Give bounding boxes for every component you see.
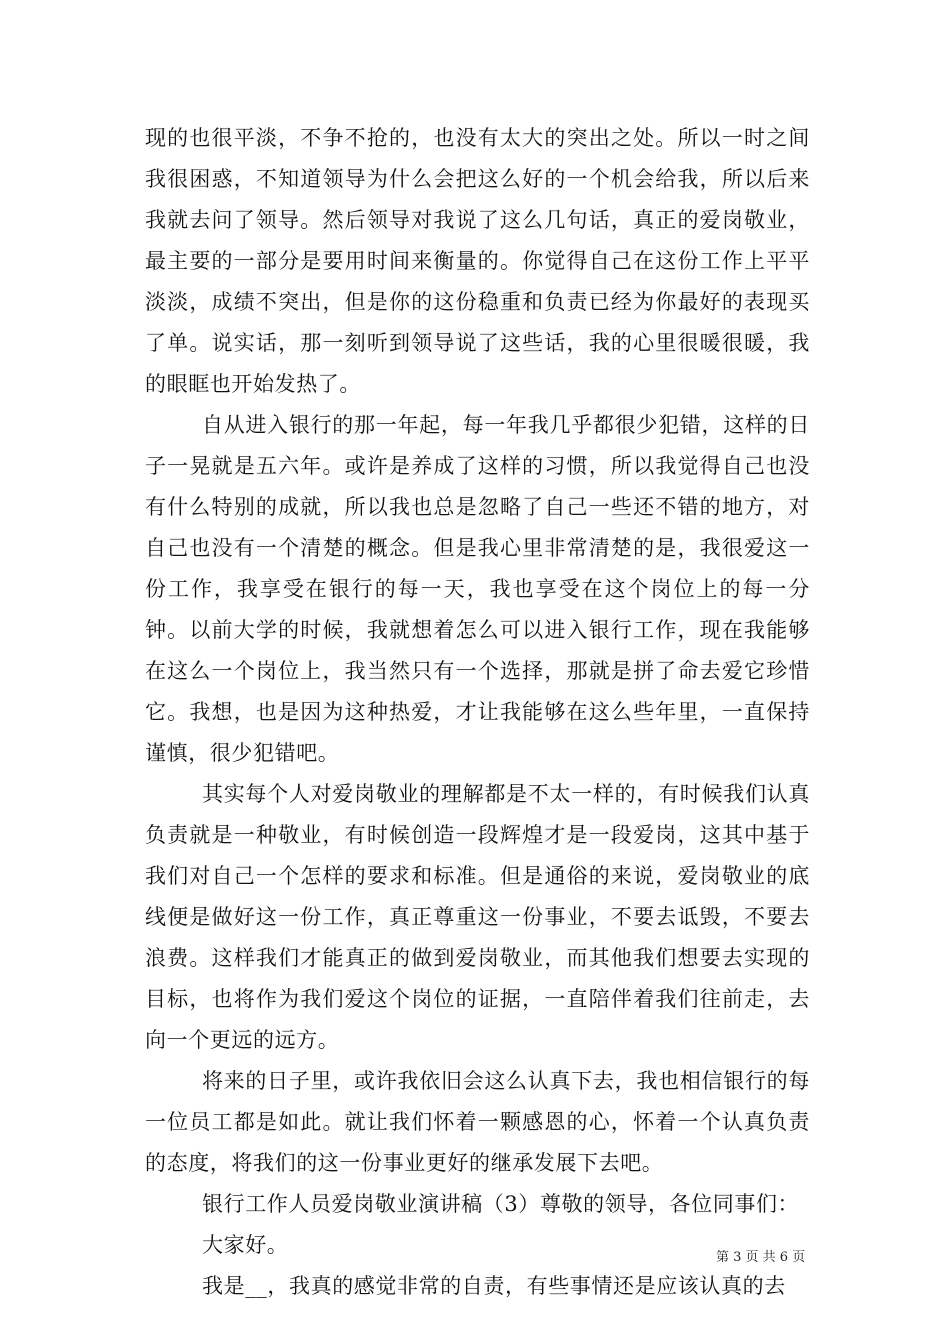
paragraph: 将来的日子里，或许我依旧会这么认真下去，我也相信银行的每一位员工都是如此。就让我们怀着一颗感恩的心，怀着一个认真负责的态度，将我们的这一份事业更好的继承发展下去吧。 [145,1069,810,1175]
document-body [145,118,810,1307]
paragraph: 其实每个人对爱岗敬业的理解都是不太一样的，有时候我们认真负责就是一种敬业，有时候创造一段辉煌才是一段爱岗，这其中基于我们对自己一个怎样的要求和标准。但是通俗的来说，爱岗敬业的底线便是做好这一份工作，真正尊重这一份事业，不要去诋毁，不要去浪费。这样我们才能真正的做到爱岗敬业，而其他我们想要去实现的目标，也将作为我们爱这个岗位的证据，一直陪伴着我们往前走，去向一个更远的远方。 [145,782,810,1052]
paragraph: 自从进入银行的那一年起，每一年我几乎都很少犯错，这样的日子一晃就是五六年。或许是养成了这样的习惯，所以我觉得自己也没有什么特别的成就，所以我也总是忽略了自己一些还不错的地方，对自己也没有一个清楚的概念。但是我心里非常清楚的是，我很爱这一份工作，我享受在银行的每一天，我也享受在这个岗位上的每一分钟。以前大学的时候，我就想着怎么可以进入银行工作，现在我能够在这么一个岗位上，我当然只有一个选择，那就是拼了命去爱它珍惜它。我想，也是因为这种热爱，才让我能够在这么些年里，一直保持谨慎，很少犯错吧。 [145,413,810,765]
paragraph-continuation: 现的也很平淡，不争不抢的，也没有太大的突出之处。所以一时之间我很困惑，不知道领导为什么会把这么好的一个机会给我，所以后来我就去问了领导。然后领导对我说了这么几句话，真正的爱岗敬业，最主要的一部分是要用时间来衡量的。你觉得自己在这份工作上平平淡淡，成绩不突出，但是你的这份稳重和负责已经为你最好的表现买了单。说实话，那一刻听到领导说了这些话，我的心里很暖很暖，我的眼眶也开始发热了。 [145,126,810,396]
section-heading: 银行工作人员爱岗敬业演讲稿（3）尊敬的领导，各位同事们： [202,1192,800,1216]
page-number: 第 3 页 共 6 页 [716,1250,806,1265]
greeting: 大家好。 [202,1233,289,1257]
paragraph: 我是__，我真的感觉非常的自责，有些事情还是应该认真的去 [202,1274,786,1298]
